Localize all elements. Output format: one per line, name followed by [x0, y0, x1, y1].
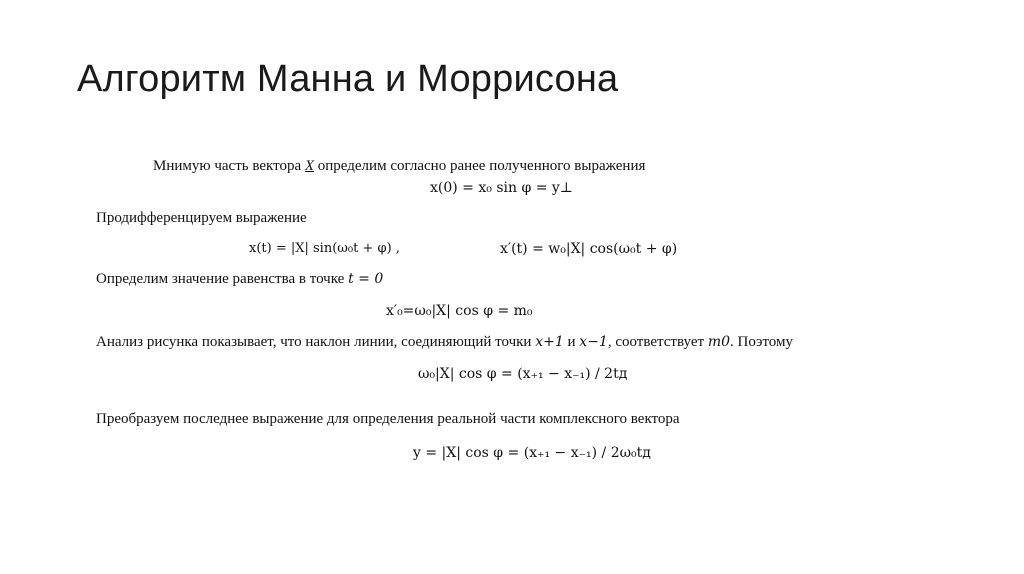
equation-slope: ω₀|X| cos φ = (x₊₁ − x₋₁) / 2tд — [418, 366, 628, 382]
vector-x: X — [304, 158, 315, 174]
text-point-value: Определим значение равенства в точке t = 0 — [96, 271, 384, 287]
text-imaginary-part: Мнимую часть вектора X определим согласно ранее полученного выражения — [153, 158, 646, 174]
equation-xt: x(t) = |X| sin(ω₀t + φ) , — [249, 241, 400, 256]
text-transform: Преобразуем последнее выражение для определения реальной части комплексного вектора — [96, 411, 680, 427]
text-differentiate: Продифференцируем выражение — [96, 210, 307, 226]
equation-real-part: y = |X| cos φ = (x₊₁ − x₋₁) / 2ω₀tд — [413, 445, 651, 461]
math-x-minus1: x−1 — [579, 334, 608, 350]
equation-x0: x(0) = x₀ sin φ = y⊥ — [430, 180, 573, 196]
slide-title: Алгоритм Манна и Моррисона — [77, 58, 619, 100]
text-analysis: Анализ рисунка показывает, что наклон линии, соединяющий точки x+1 и x−1, соответствует m0. Поэтому — [96, 334, 794, 350]
math-m0: m0 — [707, 334, 730, 350]
math-x-plus1: x+1 — [535, 334, 564, 350]
math-t0: t = 0 — [348, 271, 384, 287]
equation-derivative: x′(t) = w₀|X| cos(ω₀t + φ) — [500, 241, 678, 257]
equation-m0: x′₀=ω₀|X| cos φ = m₀ — [386, 303, 533, 319]
